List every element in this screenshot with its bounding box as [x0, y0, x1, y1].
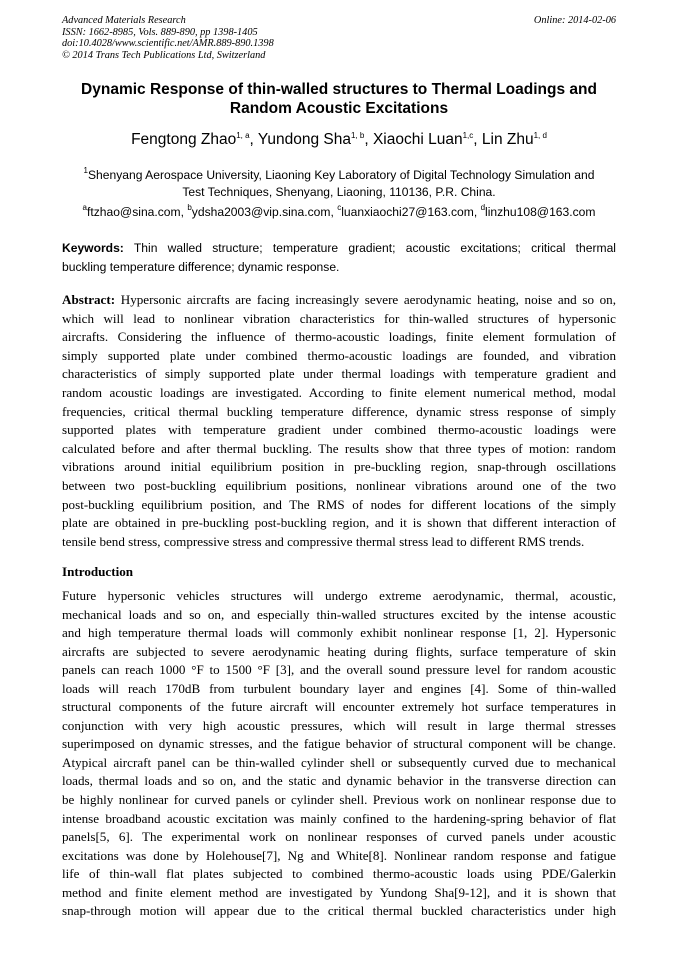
abstract-line: between two post-buckling equilibrium positions, nonlinear vibrations around one of the two: [62, 477, 616, 493]
author-name: Fengtong Zhao: [131, 131, 237, 148]
issn-line: ISSN: 1662-8985, Vols. 889-890, pp 1398-1405: [62, 26, 258, 38]
email-list: $^a$ftzhao@sina.com, $^b$ydsha2003@vip.sina.com, $^c$luanxiaochi27@163.com, $^d$linzhu108@163.com: [82, 203, 596, 219]
intro-line: panels can reach 1000 °F to 1500 °F [3], and the overall sound pressure level for random acoustic: [62, 662, 616, 678]
email-link[interactable]: ftzhao@sina.com: [86, 205, 181, 219]
author-affil-mark: 1, b: [350, 131, 365, 140]
journal-header: [62, 15, 616, 61]
intro-line: excitations was done by Holehouse[7], Ng and White[8]. Nonlinear random response and fatigue: [62, 847, 616, 863]
copyright-line: © 2014 Trans Tech Publications Ltd, Switzerland: [62, 49, 266, 61]
journal-name: Advanced Materials Research: [62, 15, 186, 26]
email-mark: b: [187, 203, 192, 212]
author-affil-mark: 1, a: [236, 131, 250, 140]
author-affil-mark: 1, d: [533, 131, 547, 140]
abstract-line: aircrafts. Considering the influence of thermo-acoustic loadings, finite element formulation of: [62, 329, 616, 345]
abstract-line: frequencies, critical thermal buckling temperature difference, dynamic stress response of simply: [62, 403, 616, 419]
abstract-line: Hypersonic aircrafts are facing increasingly severe aerodynamic heating, noise and so on,: [120, 292, 616, 307]
intro-line: superimposed on dynamic stresses, and the fatigue behavior of structural component will be change.: [62, 736, 616, 752]
author-affil-mark: 1,c: [462, 131, 474, 140]
author-name: Yundong Sha: [257, 131, 351, 148]
abstract-line: post-buckling equilibrium position, and The RMS of nodes for different locations of the simply: [62, 496, 616, 512]
intro-line: loads, thermal loads and so on, and the static and dynamic behavior in the transverse direction can: [62, 773, 616, 789]
author-list: Fengtong Zhao$^{1, a}$, Yundong Sha$^{1, b}$, Xiaochi Luan$^{1,c}$, Lin Zhu$^{1, d}$: [131, 131, 547, 148]
introduction-section: [62, 587, 616, 921]
affil-mark: 1: [83, 166, 88, 175]
abstract-line: supported plates with temperature gradient under combined thermo-acoustic loadings were: [62, 422, 616, 438]
intro-line: mechanical loads and so on, and especially thin-walled structures excited by the intense acoustic: [62, 606, 616, 622]
abstract-line: calculated before and after thermal buckling. The results show that three types of motion: random: [62, 440, 616, 456]
email-link[interactable]: luanxiaochi27@163.com: [341, 205, 474, 219]
keywords-section: [62, 239, 616, 276]
intro-line: panels[5, 6]. The experimental work on nonlinear responses of curved panels under acoustic: [62, 829, 616, 845]
intro-line: Atypical aircraft panel can be thin-walled cylinder shell or subsequently curved due to mechanical: [62, 754, 616, 770]
online-date: Online: 2014-02-06: [533, 15, 616, 26]
intro-line: Future hypersonic vehicles structures will undergo extreme aerodynamic, thermal, acoustic,: [62, 588, 616, 603]
email-mark: a: [82, 203, 87, 212]
email-link[interactable]: ydsha2003@vip.sina.com: [191, 205, 331, 219]
intro-line: life of thin-wall flat plates subjected to combined thermo-acoustic loads using PDE/Galerkin: [62, 866, 616, 882]
intro-line: and high temperature thermal loads will commonly exhibit nonlinear response [1, 2]. Hypersonic: [62, 625, 616, 641]
intro-line: aircrafts are subjected to severe aerodynamic heating during flights, surface temperature of skin: [62, 643, 616, 659]
affiliation: [62, 167, 616, 200]
abstract-line: characteristics of simply supported plate under thermal loadings with temperature gradient and: [62, 366, 616, 382]
email-link[interactable]: linzhu108@163.com: [485, 205, 596, 219]
email-mark: d: [480, 203, 486, 212]
abstract-line: tensile bend stress, compressive stress and compressive thermal stress lead to different RMS trends.: [62, 533, 585, 549]
email-mark: c: [337, 203, 342, 212]
abstract-line: plate are obtained in pre-buckling post-buckling region, and it is shown that different interaction of: [62, 515, 616, 531]
affil-line: Shenyang Aerospace University, Liaoning Key Laboratory of Digital Technology Simulation and: [87, 168, 595, 182]
intro-line: snap-through motion will appear due to the critical thermal buckled characteristics under high: [62, 903, 616, 919]
affil-line: Test Techniques, Shenyang, Liaoning, 110136, P.R. China.: [182, 184, 496, 199]
abstract-line: vibrations around initial equilibrium position in pre-buckling region, snap-through oscillations: [62, 459, 616, 475]
abstract-label: Abstract:: [62, 292, 116, 307]
intro-line: method and finite element method are investigated by Yundong Sha[9-12], and it is shown that: [62, 884, 616, 900]
abstract-line: simply supported plate under combined thermo-acoustic loadings are founded, and vibration: [62, 347, 616, 363]
doi-line: doi:10.4028/www.scientific.net/AMR.889-890.1398: [62, 38, 274, 50]
author-name: Lin Zhu: [481, 131, 534, 148]
paper-title: [62, 80, 616, 118]
abstract-section: [62, 291, 616, 551]
author-name: Xiaochi Luan: [372, 131, 463, 148]
intro-line: loads will reach 170dB from turbulent boundary layer and engines [4]. Some of thin-walled: [62, 680, 616, 696]
title-line: Dynamic Response of thin-walled structures to Thermal Loadings and: [81, 81, 597, 98]
section-heading-introduction: Introduction: [62, 564, 134, 579]
abstract-line: which will lead to nonlinear vibration characteristics for thin-walled structures of hypersonic: [62, 310, 616, 326]
title-line: Random Acoustic Excitations: [229, 100, 449, 117]
abstract-line: random acoustic loadings are investigated. According to finite element numerical method, modal: [62, 384, 616, 400]
intro-line: structural components of the future aircraft will encounter extremely hot surface temperatures in: [62, 699, 616, 715]
keywords-text: buckling temperature difference; dynamic response.: [62, 259, 340, 274]
intro-line: be highly nonlinear for curved panels or cylinder shell. Previous work on nonlinear response due to: [62, 792, 616, 808]
keywords-label: Keywords:: [62, 241, 124, 255]
intro-line: conjunction with very high acoustic pressures, which will result in large thermal stresses: [62, 717, 616, 733]
keywords-text: Thin walled structure; temperature gradient; acoustic excitations; critical thermal: [133, 241, 616, 255]
intro-line: intense broadband acoustic excitation was mainly confined to the hardening-spring behavior of flat: [62, 810, 616, 826]
